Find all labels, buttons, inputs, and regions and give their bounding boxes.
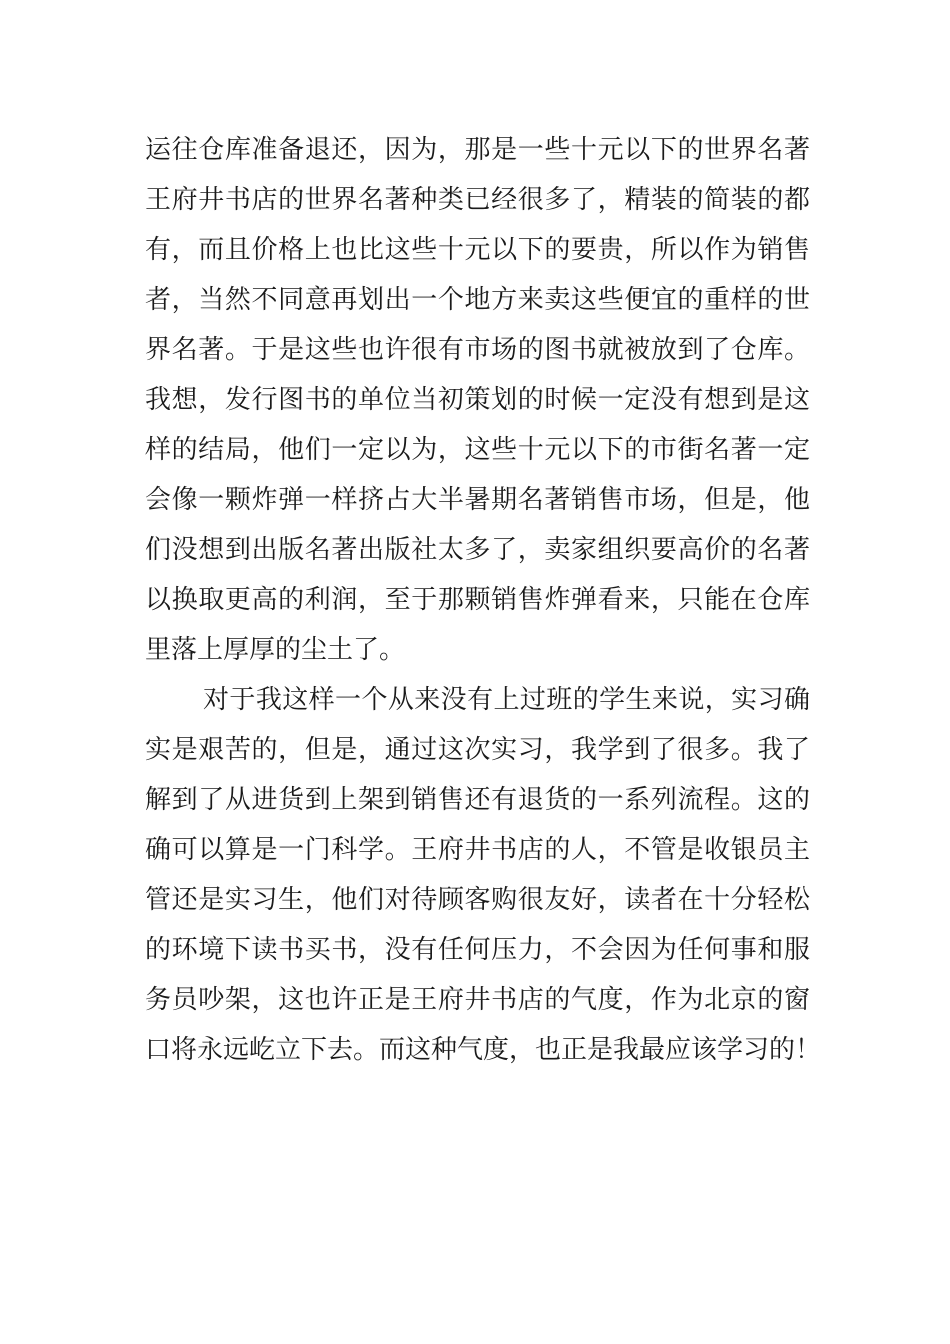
text-line: 我想，发行图书的单位当初策划的时候一定没有想到是这 [145, 385, 810, 415]
text-line: 实是艰苦的，但是，通过这次实习，我学到了很多。我了 [145, 735, 810, 765]
text-line: 们没想到出版名著出版社太多了，卖家组织要高价的名著 [145, 535, 810, 565]
text-line: 者，当然不同意再划出一个地方来卖这些便宜的重样的世 [145, 285, 810, 315]
text-line: 口将永远屹立下去。而这种气度，也正是我最应该学习的！ [145, 1035, 822, 1065]
text-line: 以换取更高的利润，至于那颗销售炸弹看来，只能在仓库 [145, 585, 810, 615]
paragraph-1 [145, 125, 810, 675]
text-line: 会像一颗炸弹一样挤占大半暑期名著销售市场，但是，他 [145, 485, 810, 515]
text-line: 管还是实习生，他们对待顾客购很友好，读者在十分轻松 [145, 885, 810, 915]
text-line: 有，而且价格上也比这些十元以下的要贵，所以作为销售 [145, 235, 810, 265]
text-line: 界名著。于是这些也许很有市场的图书就被放到了仓库。 [145, 335, 810, 365]
text-line: 样的结局，他们一定以为，这些十元以下的市街名著一定 [145, 435, 810, 465]
text-line: 对于我这样一个从来没有上过班的学生来说，实习确 [203, 685, 810, 715]
text-line: 务员吵架，这也许正是王府井书店的气度，作为北京的窗 [145, 985, 810, 1015]
text-line: 的环境下读书买书，没有任何压力，不会因为任何事和服 [145, 935, 810, 965]
text-line: 确可以算是一门科学。王府井书店的人，不管是收银员主 [145, 835, 810, 865]
paragraph-2 [145, 675, 822, 1075]
text-line: 里落上厚厚的尘土了。 [145, 635, 406, 665]
text-line: 解到了从进货到上架到销售还有退货的一系列流程。这的 [145, 785, 810, 815]
text-line: 王府井书店的世界名著种类已经很多了，精装的简装的都 [145, 185, 810, 215]
text-line: 运往仓库准备退还，因为，那是一些十元以下的世界名著 [145, 135, 810, 165]
